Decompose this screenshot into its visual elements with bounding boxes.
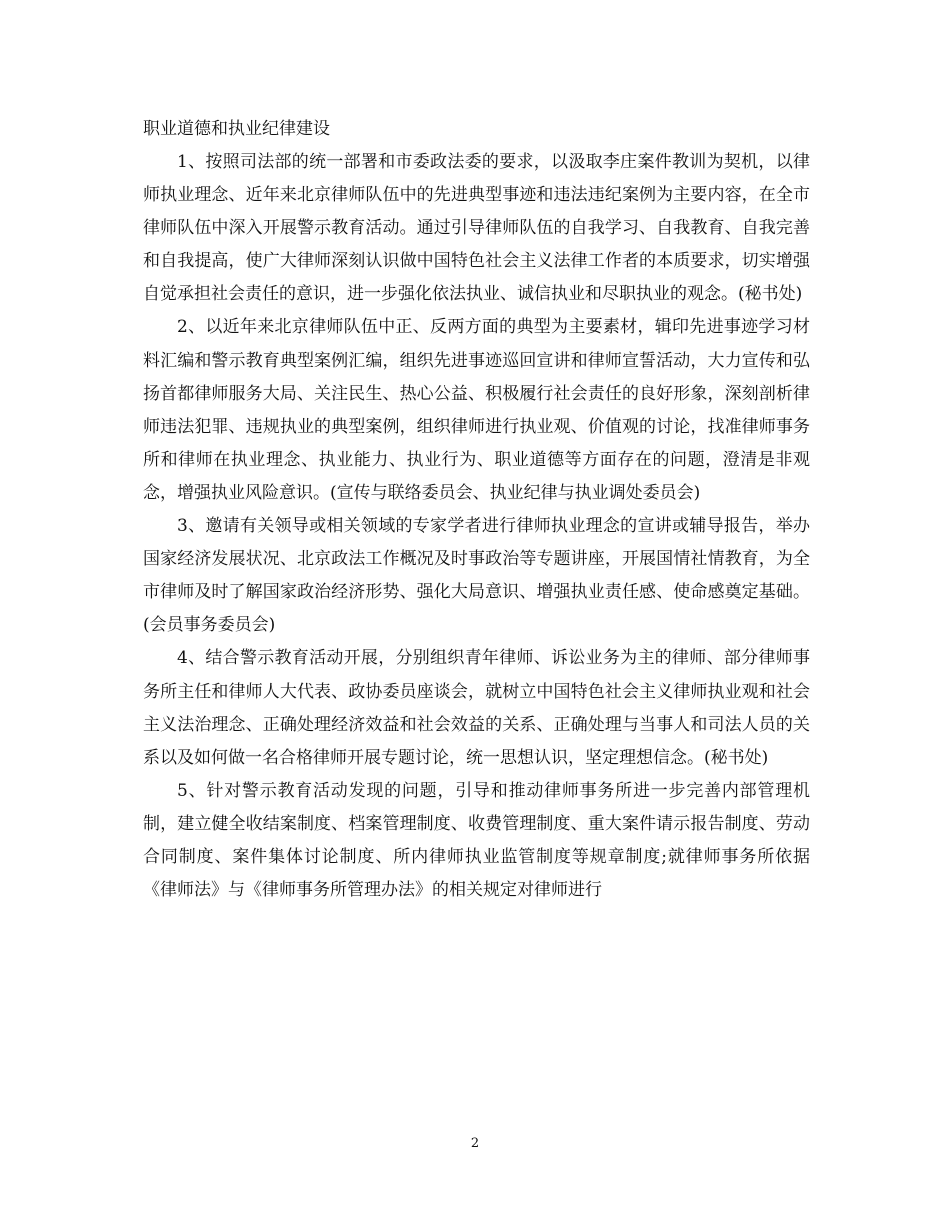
paragraph-4: 4、结合警示教育活动开展，分别组织青年律师、诉讼业务为主的律师、部分律师事务所主任和律师人大代表、政协委员座谈会，就树立中国特色社会主义律师执业观和社会主义法治理念、正确处理经济效益和社会效益的关系、正确处理与当事人和司法人员的关系以及如何做一名合格律师开展专题讨论，统一思想认识，坚定理想信念。(秘书处) [143, 648, 810, 768]
paragraph-1: 1、按照司法部的统一部署和市委政法委的要求，以汲取李庄案件教训为契机，以律师执业理念、近年来北京律师队伍中的先进典型事迹和违法违纪案例为主要内容，在全市律师队伍中深入开展警示教育活动。通过引导律师队伍的自我学习、自我教育、自我完善和自我提高，使广大律师深刻认识做中国特色社会主义法律工作者的本质要求，切实增强自觉承担社会责任的意识，进一步强化依法执业、诚信执业和尽职执业的观念。(秘书处) [143, 152, 810, 305]
document-body [143, 113, 810, 907]
paragraph-2: 2、以近年来北京律师队伍中正、反两方面的典型为主要素材，辑印先进事迹学习材料汇编和警示教育典型案例汇编，组织先进事迹巡回宣讲和律师宣誓活动，大力宣传和弘扬首都律师服务大局、关注民生、热心公益、积极履行社会责任的良好形象，深刻剖析律师违法犯罪、违规执业的典型案例，组织律师进行执业观、价值观的讨论，找准律师事务所和律师在执业理念、执业能力、执业行为、职业道德等方面存在的问题，澄清是非观念，增强执业风险意识。(宣传与联络委员会、执业纪律与执业调处委员会) [143, 317, 810, 503]
page-number: 2 [470, 1136, 480, 1151]
section-heading: 职业道德和执业纪律建设 [143, 119, 330, 139]
paragraph-3: 3、邀请有关领导或相关领域的专家学者进行律师执业理念的宣讲或辅导报告，举办国家经济发展状况、北京政法工作概况及时事政治等专题讲座，开展国情社情教育，为全市律师及时了解国家政治经济形势、强化大局意识、增强执业责任感、使命感奠定基础。(会员事务委员会) [143, 516, 810, 636]
paragraph-5: 5、针对警示教育活动发现的问题，引导和推动律师事务所进一步完善内部管理机制，建立健全收结案制度、档案管理制度、收费管理制度、重大案件请示报告制度、劳动合同制度、案件集体讨论制度、所内律师执业监管制度等规章制度;就律师事务所依据《律师法》与《律师事务所管理办法》的相关规定对律师进行 [143, 780, 810, 901]
